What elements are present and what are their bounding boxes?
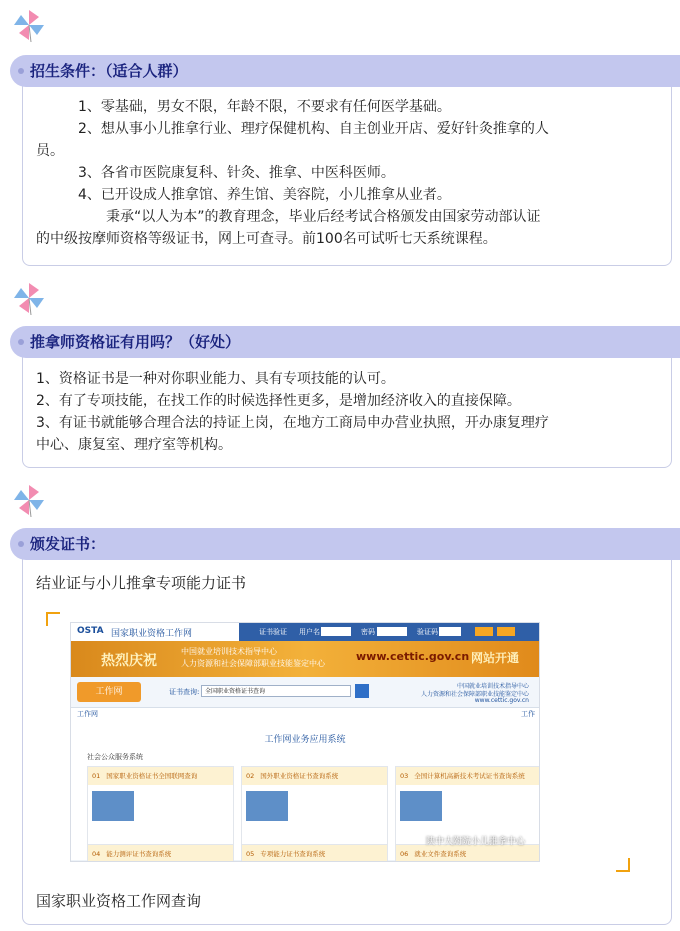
- website-screenshot: [70, 622, 540, 862]
- breadcrumb-item[interactable]: 工作网: [77, 710, 98, 718]
- search-select[interactable]: 全国职业资格证书查询: [201, 685, 351, 697]
- login-button[interactable]: [475, 627, 493, 636]
- condition-line: 1、零基础，男女不限，年龄不限，不要求有任何医学基础。: [78, 99, 451, 115]
- box-title: 国家职业资格证书全国联网查询: [106, 772, 198, 780]
- box-thumbnail: [92, 791, 134, 821]
- org-line: 中国就业培训技术指导中心: [456, 683, 529, 690]
- benefit-line: 3、有证书就能够合理合法的持证上岗，在地方工商局申办营业执照，开办康复理疗: [36, 415, 549, 431]
- certificate-caption-bottom: 国家职业资格工作网查询: [36, 892, 202, 910]
- site-logo: OSTA: [77, 626, 104, 636]
- pinwheel-icon: [12, 281, 46, 315]
- login-label: 证书验证: [259, 628, 287, 636]
- login-bar: [239, 623, 539, 641]
- box-thumbnail: [246, 791, 288, 821]
- site-banner: [71, 641, 539, 677]
- service-box[interactable]: [87, 844, 234, 862]
- box-number: 05: [246, 850, 255, 858]
- captcha-field[interactable]: [439, 627, 461, 636]
- login-label: 密码: [361, 628, 375, 636]
- benefit-line: 2、有了专项技能，在找工作的时候选择性更多，是增加经济收入的直接保障。: [36, 393, 521, 409]
- box-number: 03: [400, 772, 409, 780]
- site-topbar: [71, 623, 539, 641]
- header-dot: [18, 68, 24, 74]
- box-number: 02: [246, 772, 255, 780]
- main-title: 工作网业务应用系统: [264, 735, 346, 745]
- login-label: 验证码: [417, 628, 438, 636]
- breadcrumb-right: 工作: [521, 710, 535, 718]
- search-icon[interactable]: [355, 684, 369, 698]
- box-title: 专项能力证书查询系统: [260, 850, 326, 858]
- search-label: 证书查询:: [169, 688, 200, 696]
- banner-celebrate: 热烈庆祝: [101, 653, 157, 669]
- corner-bracket: [46, 612, 60, 626]
- condition-line: 4、已开设成人推拿馆、养生馆、美容院，小儿推拿从业者。: [78, 187, 451, 203]
- org-line: 人力资源和社会保障部职业技能鉴定中心: [420, 691, 529, 698]
- main-subtitle: 社会公众服务系统: [87, 753, 143, 761]
- section-title: 颁发证书：: [30, 535, 106, 553]
- username-field[interactable]: [321, 627, 351, 636]
- nav-tab-workweb[interactable]: 工作网: [77, 682, 141, 702]
- pinwheel-icon: [12, 8, 46, 42]
- site-breadcrumb: [71, 708, 539, 720]
- condition-line: 3、各省市医院康复科、针灸、推拿、中医科医师。: [78, 165, 395, 181]
- banner-open: 网站开通: [470, 651, 519, 665]
- certificate-caption-top: 结业证与小儿推拿专项能力证书: [36, 574, 247, 592]
- corner-bracket: [616, 858, 630, 872]
- pinwheel-icon: [12, 483, 46, 517]
- benefit-line: 1、资格证书是一种对你职业能力、具有专项技能的认可。: [36, 371, 395, 387]
- header-dot: [18, 339, 24, 345]
- banner-line2: 人力资源和社会保障部职业技能鉴定中心: [181, 659, 325, 668]
- box-title: 全国计算机高新技术考试证书查询系统: [414, 772, 525, 780]
- benefits-text: [36, 368, 666, 456]
- enrollment-conditions-text: [36, 96, 666, 250]
- site-nav: [71, 677, 539, 708]
- box-title: 能力测评证书查询系统: [106, 850, 172, 858]
- box-thumbnail: [400, 791, 442, 821]
- condition-line: 的中级按摩师资格等级证书，网上可查寻。前100名可试听七天系统课程。: [36, 231, 497, 247]
- section-title: 招生条件：（适合人群）: [30, 62, 188, 80]
- org-line: www.cettic.gov.cn: [474, 697, 529, 704]
- box-title: 就业文件查询系统: [414, 850, 467, 858]
- condition-line: 员。: [36, 143, 64, 159]
- section-header-enrollment: [10, 55, 680, 87]
- site-name: 国家职业资格工作网: [111, 629, 193, 639]
- condition-line: 秉承“以人为本”的教育理念，毕业后经考试合格颁发由国家劳动部认证: [106, 209, 541, 225]
- login-label: 用户名: [299, 628, 320, 636]
- register-button[interactable]: [497, 627, 515, 636]
- banner-url: www.cettic.gov.cn: [356, 650, 470, 663]
- password-field[interactable]: [377, 627, 407, 636]
- box-number: 06: [400, 850, 409, 858]
- header-dot: [18, 541, 24, 547]
- benefit-line: 中心、康复室、理疗室等机构。: [36, 437, 232, 453]
- condition-line: 2、想从事小儿推拿行业、理疗保健机构、自主创业开店、爱好针灸推拿的人: [78, 121, 549, 137]
- box-number: 04: [92, 850, 101, 858]
- section-header-benefits: [10, 326, 680, 358]
- section-title: 推拿师资格证有用吗？（好处）: [30, 333, 241, 351]
- box-number: 01: [92, 772, 101, 780]
- section-header-certificate: [10, 528, 680, 560]
- watermark: 陕中大附院小儿推拿中心: [425, 837, 525, 847]
- banner-line1: 中国就业培训技术指导中心: [181, 647, 277, 656]
- service-box[interactable]: [241, 844, 388, 862]
- box-title: 国外职业资格证书查询系统: [260, 772, 339, 780]
